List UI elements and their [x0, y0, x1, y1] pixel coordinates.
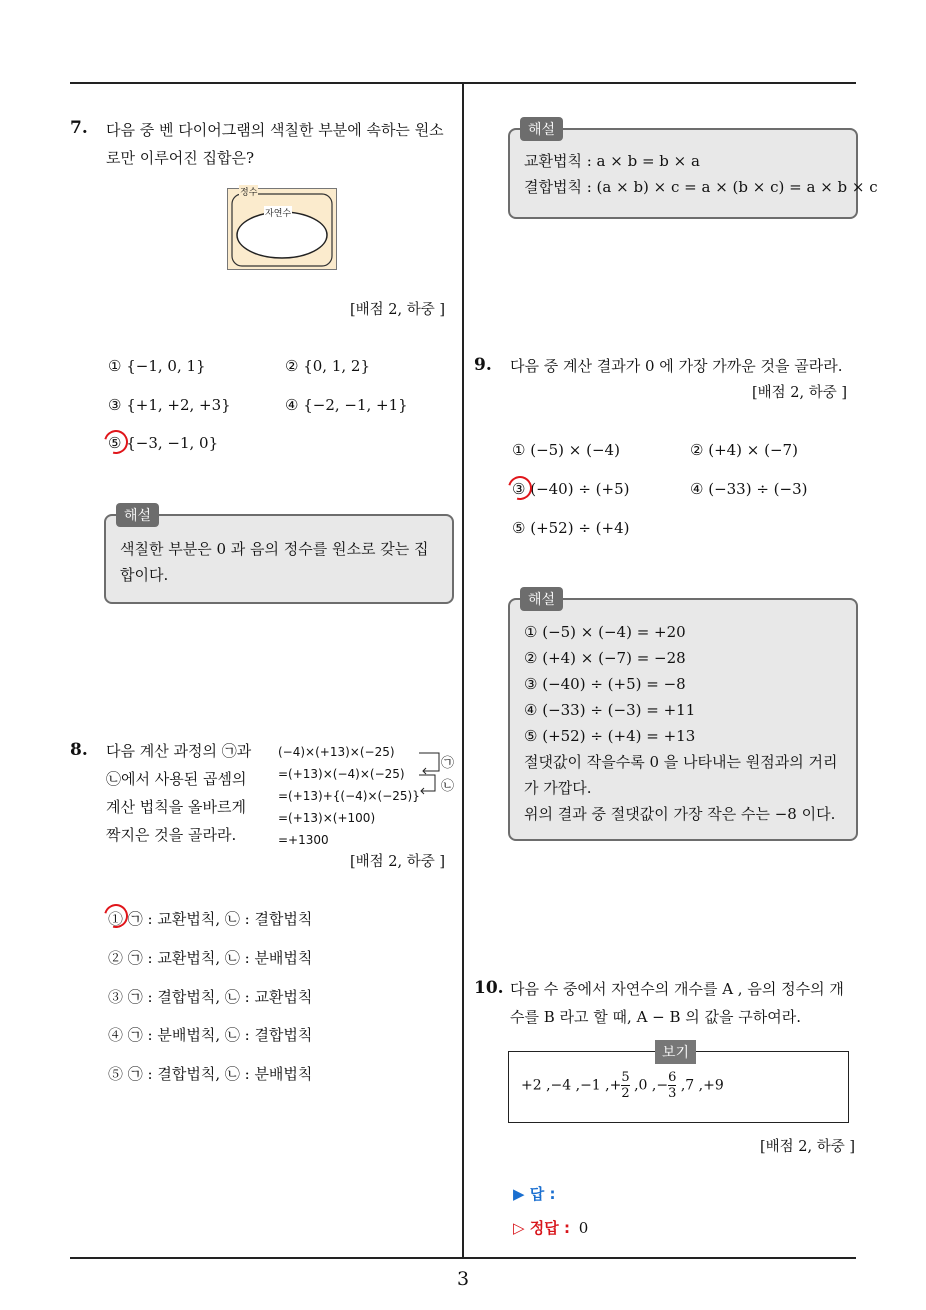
ex-frac2-num: 6: [668, 1070, 677, 1085]
ex-frac1-den: 2: [621, 1086, 630, 1101]
q8-text-line3: 계산 법칙을 올바르게: [106, 798, 246, 816]
q8-solution-tag: 해설: [520, 117, 563, 141]
q10-text: [510, 975, 844, 1031]
q8-calculation: [278, 741, 420, 851]
q10-answer-label: ▶ 답 :: [513, 1185, 556, 1203]
q10-text-line1: 다음 수 중에서 자연수의 개수를 A , 음의 정수의 개: [510, 980, 844, 998]
q7-answer-mark: [100, 426, 133, 459]
venn-diagram: [227, 188, 337, 270]
q9-choice-3[interactable]: ③ (−40) ÷ (+5): [512, 480, 630, 498]
calc-mark-1: ㉠: [441, 756, 455, 771]
q8-choice-5[interactable]: ⑤ ㉠ : 결합법칙, ㉡ : 분배법칙: [108, 1065, 313, 1083]
q8-solution-box: [508, 122, 878, 219]
q8-number: 8.: [70, 740, 88, 760]
q8-choice-2[interactable]: ② ㉠ : 교환법칙, ㉡ : 분배법칙: [108, 949, 313, 967]
q9-solution-line8: 위의 결과 중 절댓값이 가장 작은 수는 −8 이다.: [524, 805, 836, 823]
q7-choice-5[interactable]: ⑤ {−3, −1, 0}: [108, 434, 219, 452]
q9-solution-tag: 해설: [520, 587, 563, 611]
q7-solution-line2: 합이다.: [120, 566, 169, 584]
q9-choice-1[interactable]: ① (−5) × (−4): [512, 441, 620, 459]
venn-inner-label: 자연수: [264, 206, 292, 219]
q7-choice-4[interactable]: ④ {−2, −1, +1}: [285, 396, 408, 414]
q10-text-line2: 수를 B 라고 할 때, A − B 의 값을 구하여라.: [510, 1008, 802, 1026]
q10-example-tag: 보기: [655, 1040, 696, 1064]
q10-example-values: [521, 1070, 724, 1101]
q7-text-line1: 다음 중 벤 다이어그램의 색칠한 부분에 속하는 원소: [106, 121, 444, 139]
venn-shapes: [228, 189, 336, 269]
q9-number: 9.: [474, 355, 492, 375]
q7-choice-3[interactable]: ③ {+1, +2, +3}: [108, 396, 231, 414]
q9-solution-line7: 가 가깝다.: [524, 779, 592, 797]
q8-text-line1: 다음 계산 과정의 ㉠과: [106, 742, 252, 760]
q9-solution-line5: ⑤ (+52) ÷ (+4) = +13: [524, 727, 696, 745]
q7-solution-tag: 해설: [116, 503, 159, 527]
q9-solution-line4: ④ (−33) ÷ (−3) = +11: [524, 701, 696, 719]
q8-choice-1[interactable]: ① ㉠ : 교환법칙, ㉡ : 결합법칙: [108, 910, 313, 928]
calc-line2: =(+13)×(−4)×(−25): [278, 767, 405, 781]
ex-fraction-1: [621, 1070, 629, 1101]
ex-frac2-den: 3: [668, 1086, 677, 1101]
ex-part2: ,0 ,−: [629, 1077, 669, 1094]
bottom-rule: [70, 1257, 856, 1259]
q9-choice-2[interactable]: ② (+4) × (−7): [690, 441, 798, 459]
ex-frac1-num: 5: [621, 1070, 630, 1085]
q9-answer-mark: [504, 472, 537, 505]
q9-solution-line6: 절댓값이 작을수록 0 을 나타내는 원점과의 거리: [524, 753, 838, 771]
q7-choice-2[interactable]: ② {0, 1, 2}: [285, 357, 371, 375]
calc-line1: (−4)×(+13)×(−25): [278, 745, 395, 759]
q9-choice-5[interactable]: ⑤ (+52) ÷ (+4): [512, 519, 630, 537]
calc-line3: =(+13)+{(−4)×(−25)}: [278, 789, 420, 803]
q8-choice-4[interactable]: ④ ㉠ : 분배법칙, ㉡ : 결합법칙: [108, 1026, 313, 1044]
q9-text: 다음 중 계산 결과가 0 에 가장 가까운 것을 골라라.: [510, 357, 843, 375]
q7-text-line2: 로만 이루어진 집합은?: [106, 149, 254, 167]
q10-correct-label: ▷ 정답 :: [513, 1219, 570, 1237]
q9-solution-line2: ② (+4) × (−7) = −28: [524, 649, 686, 667]
calc-line4: =(+13)×(+100): [278, 811, 376, 825]
q8-points: [배점 2, 하중 ]: [350, 854, 446, 870]
ex-part3: ,7 ,+9: [676, 1077, 724, 1094]
q7-text: [106, 116, 444, 172]
q7-number: 7.: [70, 118, 88, 138]
q8-choice-3[interactable]: ③ ㉠ : 결합법칙, ㉡ : 교환법칙: [108, 988, 313, 1006]
q7-choice-1[interactable]: ① {−1, 0, 1}: [108, 357, 206, 375]
q9-solution-box: [508, 592, 858, 841]
page-number: 3: [456, 1268, 470, 1290]
q8-text: [106, 737, 251, 849]
q8-solution-line1: 교환법칙 : a × b = b × a: [524, 152, 700, 170]
column-divider: [462, 82, 464, 1259]
calc-line5: =+1300: [278, 833, 329, 847]
q8-solution-line2: 결합법칙 : (a × b) × c = a × (b × c) = a × b × c: [524, 178, 878, 196]
q9-solution-line3: ③ (−40) ÷ (+5) = −8: [524, 675, 686, 693]
q8-text-line4: 짝지은 것을 골라라.: [106, 826, 237, 844]
ex-part1: +2 ,−4 ,−1 ,+: [521, 1077, 622, 1094]
calc-mark-2: ㉡: [441, 779, 455, 794]
q10-number: 10.: [474, 978, 504, 998]
q10-example-box: [508, 1045, 849, 1123]
q10-correct-answer: [513, 1217, 588, 1238]
venn-outer-label: 정수: [239, 185, 258, 198]
q9-points: [배점 2, 하중 ]: [752, 385, 848, 401]
q7-solution-box: [104, 508, 454, 604]
q10-points: [배점 2, 하중 ]: [760, 1139, 856, 1155]
q7-points: [배점 2, 하중 ]: [350, 302, 446, 318]
q9-choice-4[interactable]: ④ (−33) ÷ (−3): [690, 480, 808, 498]
q9-solution-line1: ① (−5) × (−4) = +20: [524, 623, 686, 641]
q7-solution-line1: 색칠한 부분은 0 과 음의 정수를 원소로 갖는 집: [120, 540, 429, 558]
q8-text-line2: ㉡에서 사용된 곱셈의: [106, 770, 247, 788]
q10-correct-value: 0: [578, 1219, 589, 1237]
